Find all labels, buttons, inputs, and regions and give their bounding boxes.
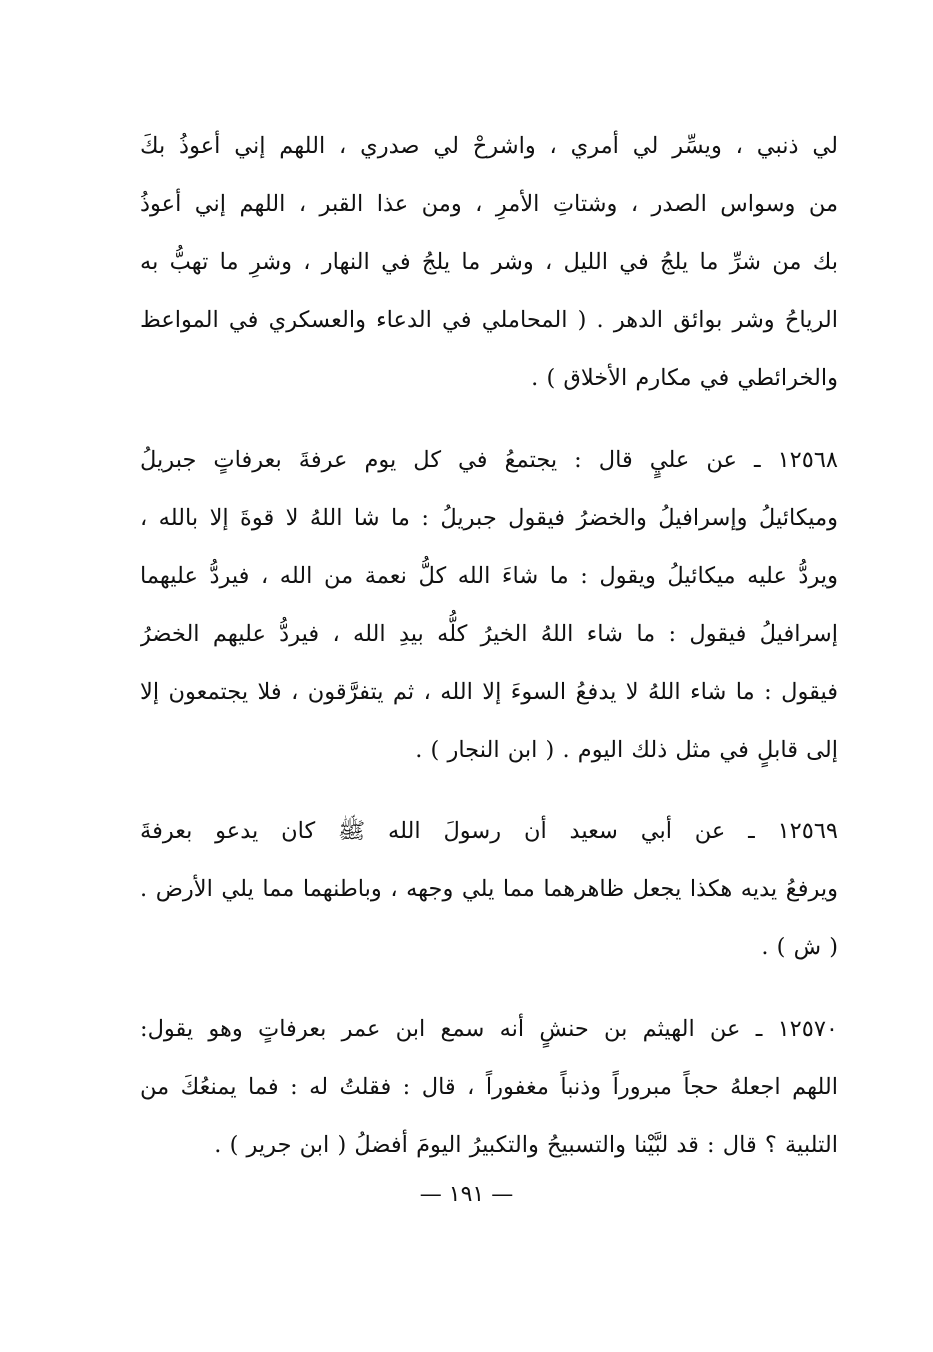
paragraph-12570 — [140, 1000, 838, 1174]
page-number: — ١٩١ — — [419, 1182, 514, 1207]
text-line: إلى قابلٍ في مثل ذلك اليوم . ( ابن النجار ) . — [415, 737, 838, 763]
text-line: لي ذنبي ، ويسِّر لي أمري ، واشرحْ لي صدري ، اللهم إني أعوذُ بكَ — [140, 133, 838, 159]
text-line: ١٢٥٦٩ ـ عن أبي سعيد أن رسولَ الله ﷺ كان يدعو بعرفةَ — [140, 818, 838, 844]
text-line: والخرائطي في مكارم الأخلاق ) . — [531, 365, 838, 391]
text-line: الرياحُ وشر بوائق الدهر . ( المحاملي في الدعاء والعسكري في المواعظ — [140, 307, 838, 333]
text-line: فيقول : ما شاء اللهُ لا يدفعُ السوءَ إلا الله ، ثم يتفرَّقون ، فلا يجتمعون إلا — [140, 679, 838, 705]
paragraph-1 — [140, 117, 838, 407]
text-line: ويرفعُ يديه هكذا يجعل ظاهرهما مما يلي وجهه ، وباطنهما مما يلي الأرض . — [140, 876, 838, 902]
paragraph-12568 — [140, 431, 838, 779]
paragraph-12569 — [140, 802, 838, 976]
text-line: ١٢٥٦٨ ـ عن عليٍ قال : يجتمعُ في كل يوم عرفةَ بعرفاتٍ جبريلُ — [140, 447, 838, 473]
text-line: بك من شرِّ ما يلجُ في الليل ، وشر ما يلجُ في النهار ، وشرِ ما تهبُّ به — [140, 249, 838, 275]
text-line: ( ش ) . — [761, 934, 838, 960]
text-line: اللهم اجعلهُ حجاً مبروراً وذنباً مغفوراً ، قال : فقلتُ له : فما يمنعُكَ من — [140, 1074, 838, 1100]
text-line: إسرافيلُ فيقول : ما شاء اللهُ الخيرُ كلُّه بيدِ الله ، فيردُّ عليهم الخضرُ — [140, 621, 838, 647]
text-line: ويردُّ عليه ميكائيلُ ويقول : ما شاءَ الله كلُّ نعمة من الله ، فيردُّ عليهما — [140, 563, 838, 589]
text-line: وميكائيلُ وإسرافيلُ والخضرُ فيقول جبريلُ : ما شا اللهُ لا قوةَ إلا بالله ، — [140, 505, 838, 531]
text-line: التلبية ؟ قال : قد لبَّيْنا والتسبيحُ والتكبيرُ اليومَ أفضلُ ( ابن جرير ) . — [214, 1132, 838, 1158]
text-line: ١٢٥٧٠ ـ عن الهيثم بن حنشٍ أنه سمع ابن عمر بعرفاتٍ وهو يقول: — [140, 1016, 838, 1042]
text-line: من وسواس الصدر ، وشتاتِ الأمرِ ، ومن عذا القبر ، اللهم إني أعوذُ — [140, 191, 838, 217]
